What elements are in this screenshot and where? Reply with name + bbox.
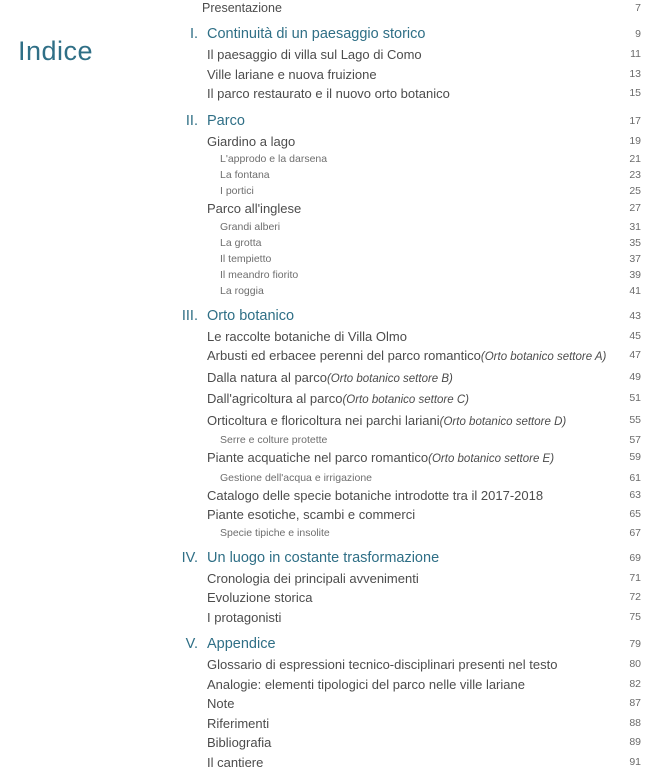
toc-section-numeral: IV. (168, 547, 198, 569)
toc-entry-row[interactable] (150, 132, 663, 152)
toc-entry-row[interactable] (150, 411, 663, 433)
toc-entry-label: Dall'agricoltura al parco (207, 389, 342, 409)
toc-page-number: 37 (629, 251, 641, 267)
toc-page-number: 41 (629, 283, 641, 299)
toc-page-number: 7 (635, 0, 641, 17)
toc-page-number: 67 (629, 525, 641, 541)
toc-page-number: 23 (629, 167, 641, 183)
toc-page-number: 31 (629, 219, 641, 235)
toc-entry-row[interactable] (150, 432, 663, 448)
toc-entry-label: Analogie: elementi tipologici del parco nelle ville lariane (207, 675, 525, 695)
toc-entry-label: Piante acquatiche nel parco romantico (207, 448, 428, 468)
toc-entry-row[interactable] (150, 588, 663, 608)
table-of-contents (150, 0, 663, 772)
toc-entry-label: La fontana (220, 167, 270, 183)
toc-page-number: 39 (629, 267, 641, 283)
toc-page-number: 72 (629, 588, 641, 608)
toc-page-number: 51 (629, 389, 641, 409)
toc-page-number: 43 (629, 305, 641, 327)
toc-section-row[interactable] (150, 110, 663, 132)
toc-section-numeral: I. (168, 23, 198, 45)
toc-entry-label: Note (207, 694, 234, 714)
toc-entry-note: (Orto botanico settore A) (481, 351, 607, 363)
toc-entry-label: Il meandro fiorito (220, 267, 298, 283)
toc-entry-row[interactable] (150, 470, 663, 486)
toc-entry-row[interactable] (150, 655, 663, 675)
toc-entry-label: La roggia (220, 283, 264, 299)
toc-entry-label: Il parco restaurato e il nuovo orto botanico (207, 84, 450, 104)
toc-section-row[interactable] (150, 633, 663, 655)
toc-page-number: 35 (629, 235, 641, 251)
toc-section-row[interactable] (150, 305, 663, 327)
toc-entry-label: Appendice (207, 633, 276, 655)
toc-entry-row[interactable] (150, 219, 663, 235)
toc-entry-label: La grotta (220, 235, 261, 251)
toc-page-number: 71 (629, 569, 641, 589)
toc-entry-label: Presentazione (202, 0, 282, 17)
toc-entry-row[interactable] (150, 505, 663, 525)
toc-entry-row[interactable] (150, 733, 663, 753)
toc-entry-row[interactable] (150, 389, 663, 411)
toc-entry-label: Il cantiere (207, 753, 263, 772)
toc-entry-label: Evoluzione storica (207, 588, 313, 608)
toc-section-numeral: V. (168, 633, 198, 655)
page-title: Indice (18, 36, 93, 67)
toc-page-number: 47 (629, 346, 641, 366)
toc-page-number: 80 (629, 655, 641, 675)
toc-entry-label: I portici (220, 183, 254, 199)
toc-entry-label: Dalla natura al parco (207, 368, 327, 388)
toc-entry-label: Gestione dell'acqua e irrigazione (220, 470, 372, 486)
toc-page-number: 25 (629, 183, 641, 199)
toc-entry-row[interactable] (150, 448, 663, 470)
toc-entry-row[interactable] (150, 569, 663, 589)
toc-page-number: 65 (629, 505, 641, 525)
toc-page-number: 75 (629, 608, 641, 628)
toc-entry-row[interactable] (150, 608, 663, 628)
toc-entry-row[interactable] (150, 199, 663, 219)
toc-entry-label: Grandi alberi (220, 219, 280, 235)
toc-page-number: 49 (629, 368, 641, 388)
toc-page-number: 82 (629, 675, 641, 695)
toc-entry-row[interactable] (150, 753, 663, 772)
toc-entry-note: (Orto botanico settore D) (440, 416, 567, 428)
toc-entry-label: Giardino a lago (207, 132, 295, 152)
toc-entry-row[interactable] (150, 368, 663, 390)
toc-entry-row[interactable] (150, 151, 663, 167)
toc-entry-note: (Orto botanico settore E) (428, 453, 554, 465)
toc-entry-row[interactable] (150, 714, 663, 734)
toc-page-number: 19 (629, 132, 641, 152)
toc-section-row[interactable] (150, 547, 663, 569)
toc-page-number: 57 (629, 432, 641, 448)
toc-entry-note: (Orto botanico settore C) (342, 394, 469, 406)
toc-entry-row[interactable] (150, 0, 663, 17)
toc-page-number: 61 (629, 470, 641, 486)
toc-page-number: 55 (629, 411, 641, 431)
toc-entry-row[interactable] (150, 694, 663, 714)
toc-entry-label: I protagonisti (207, 608, 281, 628)
toc-entry-label: Il paesaggio di villa sul Lago di Como (207, 45, 422, 65)
toc-entry-label: Orto botanico (207, 305, 294, 327)
toc-entry-row[interactable] (150, 486, 663, 506)
toc-entry-row[interactable] (150, 45, 663, 65)
toc-entry-label: Continuità di un paesaggio storico (207, 23, 425, 45)
toc-entry-label: L'approdo e la darsena (220, 151, 327, 167)
toc-entry-row[interactable] (150, 65, 663, 85)
toc-entry-label: Ville lariane e nuova fruizione (207, 65, 377, 85)
toc-entry-label: Glossario di espressioni tecnico-disciplinari presenti nel testo (207, 655, 557, 675)
toc-entry-row[interactable] (150, 525, 663, 541)
toc-entry-row[interactable] (150, 283, 663, 299)
toc-entry-label: Arbusti ed erbacee perenni del parco romantico (207, 346, 481, 366)
toc-entry-label: Orticoltura e floricoltura nei parchi lariani (207, 411, 440, 431)
toc-page-number: 21 (629, 151, 641, 167)
toc-entry-row[interactable] (150, 346, 663, 368)
toc-entry-label: Un luogo in costante trasformazione (207, 547, 439, 569)
toc-page-number: 69 (629, 547, 641, 569)
toc-entry-label: Catalogo delle specie botaniche introdotte tra il 2017-2018 (207, 486, 543, 506)
toc-entry-row[interactable] (150, 251, 663, 267)
toc-entry-label: Bibliografia (207, 733, 271, 753)
toc-entry-row[interactable] (150, 84, 663, 104)
toc-page-number: 27 (629, 199, 641, 219)
toc-entry-row[interactable] (150, 675, 663, 695)
toc-entry-label: Serre e colture protette (220, 432, 327, 448)
toc-page-number: 17 (629, 110, 641, 132)
toc-entry-label: Parco all'inglese (207, 199, 301, 219)
toc-section-numeral: II. (168, 110, 198, 132)
toc-entry-row[interactable] (150, 267, 663, 283)
toc-entry-label: Il tempietto (220, 251, 271, 267)
toc-entry-label: Riferimenti (207, 714, 269, 734)
toc-section-row[interactable] (150, 23, 663, 45)
toc-entry-row[interactable] (150, 235, 663, 251)
toc-entry-row[interactable] (150, 167, 663, 183)
toc-page-number: 89 (629, 733, 641, 753)
toc-page-number: 11 (630, 45, 641, 65)
toc-page-number: 63 (629, 486, 641, 506)
toc-page-number: 87 (629, 694, 641, 714)
toc-page-number: 88 (629, 714, 641, 734)
toc-entry-label: Le raccolte botaniche di Villa Olmo (207, 327, 407, 347)
toc-page-number: 13 (629, 65, 641, 85)
toc-entry-label: Piante esotiche, scambi e commerci (207, 505, 415, 525)
toc-page-number: 79 (629, 633, 641, 655)
toc-entry-label: Parco (207, 110, 245, 132)
toc-entry-row[interactable] (150, 183, 663, 199)
toc-section-numeral: III. (168, 305, 198, 327)
toc-entry-label: Specie tipiche e insolite (220, 525, 330, 541)
toc-page-number: 91 (629, 753, 641, 772)
toc-entry-row[interactable] (150, 327, 663, 347)
toc-page-number: 15 (629, 84, 641, 104)
toc-entry-label: Cronologia dei principali avvenimenti (207, 569, 419, 589)
toc-page-number: 9 (635, 23, 641, 45)
toc-entry-note: (Orto botanico settore B) (327, 373, 453, 385)
toc-page-number: 45 (629, 327, 641, 347)
toc-page-number: 59 (629, 448, 641, 468)
